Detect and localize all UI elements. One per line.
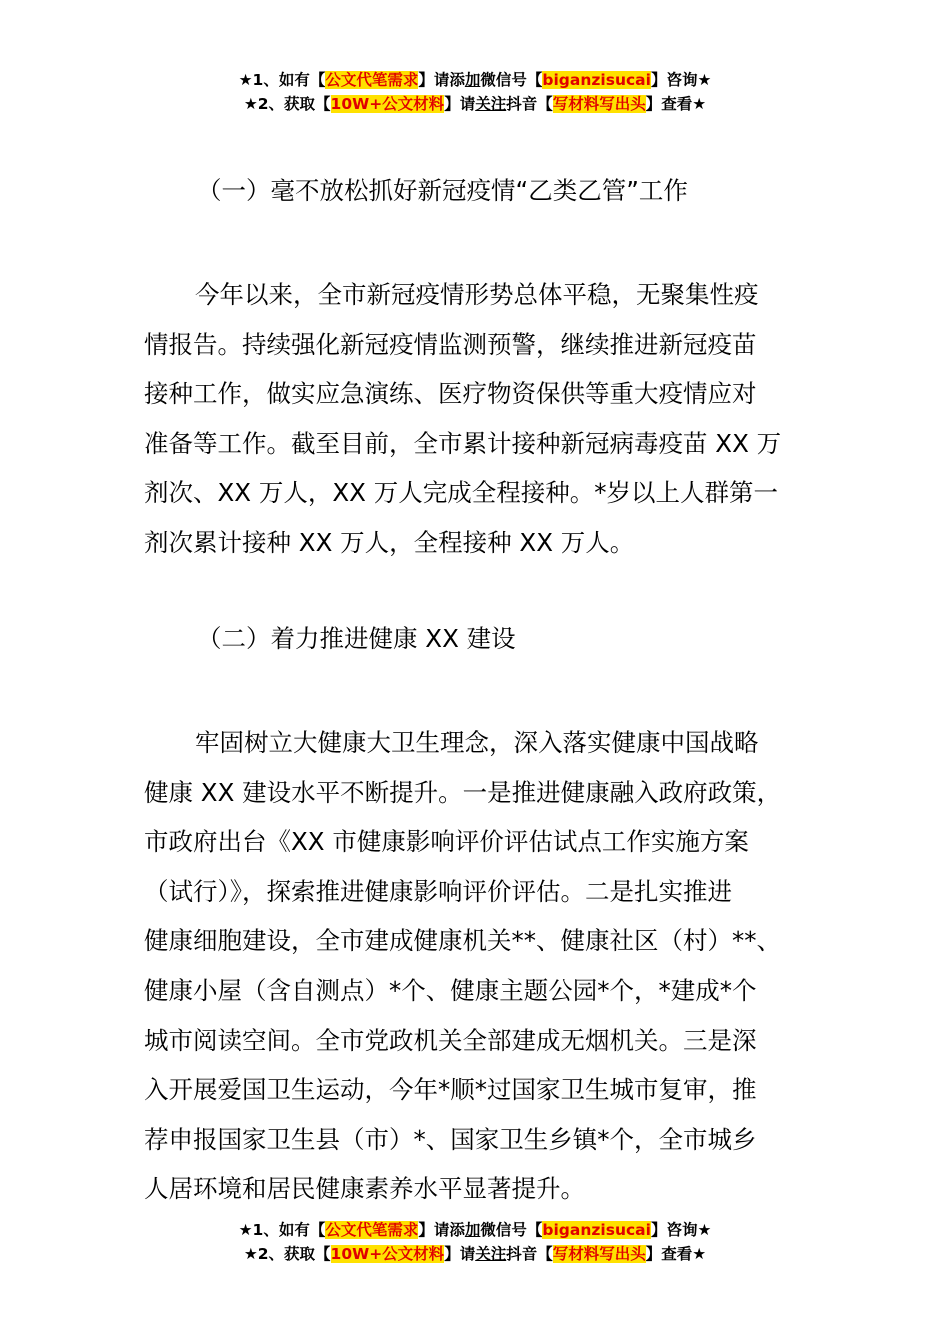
paragraph-line: 市政府出台《XX 市健康影响评价评估试点工作实施方案 xyxy=(144,827,749,857)
promo-text: 】请 xyxy=(444,95,476,113)
section-2-paragraph xyxy=(144,718,808,1214)
paragraph-line: 人居环境和居民健康素养水平显著提升。 xyxy=(144,1174,585,1204)
promo-text: 】请 xyxy=(444,1245,476,1263)
paragraph-line: 准备等工作。截至目前，全市累计接种新冠病毒疫苗 XX 万 xyxy=(144,428,782,458)
promo-line-1 xyxy=(0,1218,950,1242)
promo-text: 微信号【 xyxy=(480,71,543,89)
promo-underline: 关注 xyxy=(475,95,507,113)
section-2-heading: （二）着力推进健康 XX 建设 xyxy=(197,624,516,653)
section-1-paragraph xyxy=(144,270,808,568)
promo-underline: 加 xyxy=(464,1221,481,1239)
promo-text: 】查看★ xyxy=(645,1245,707,1263)
paragraph-line: 剂次累计接种 XX 万人，全程接种 XX 万人。 xyxy=(144,527,635,557)
promo-text: ★1、如有【 xyxy=(238,1221,326,1239)
promo-highlight: 10W+公文材料 xyxy=(330,1245,445,1263)
paragraph-line: 接种工作，做实应急演练、医疗物资保供等重大疫情应对 xyxy=(144,379,757,409)
promo-highlight: 公文代笔需求 xyxy=(325,1221,419,1239)
promo-text: 】咨询★ xyxy=(650,1221,712,1239)
promo-text: ★2、获取【 xyxy=(243,95,331,113)
paragraph-line: （试行）》，探索推进健康影响评价评估。二是扎实推进 xyxy=(144,876,732,906)
promo-underline: 加 xyxy=(464,71,481,89)
promo-text: 微信号【 xyxy=(480,1221,543,1239)
paragraph-line: 今年以来，全市新冠疫情形势总体平稳，无聚集性疫 xyxy=(195,280,759,309)
promo-text: 】请添 xyxy=(418,71,465,89)
promo-text: 抖音【 xyxy=(506,95,553,113)
paragraph-line: 城市阅读空间。全市党政机关全部建成无烟机关。三是深 xyxy=(144,1025,757,1055)
paragraph-line: 荐申报国家卫生县（市）*、国家卫生乡镇*个，全市城乡 xyxy=(144,1124,757,1154)
paragraph-line: 健康小屋（含自测点）*个、健康主题公园*个，*建成*个 xyxy=(144,975,757,1005)
promo-text: 抖音【 xyxy=(506,1245,553,1263)
promo-text: 】请添 xyxy=(418,1221,465,1239)
promo-underline: 关注 xyxy=(475,1245,507,1263)
section-1-heading: （一）毫不放松抓好新冠疫情“乙类乙管”工作 xyxy=(197,176,688,205)
promo-line-2 xyxy=(0,1242,950,1266)
paragraph-line: 牢固树立大健康大卫生理念，深入落实健康中国战略 xyxy=(195,728,759,757)
promo-line-1 xyxy=(0,68,950,92)
wechat-id: biganzisucai xyxy=(542,71,651,89)
paragraph-line: 健康细胞建设，全市建成健康机关**、健康社区（村）**、 xyxy=(144,926,781,956)
promo-banner-top xyxy=(0,68,950,116)
promo-highlight: 10W+公文材料 xyxy=(330,95,445,113)
promo-highlight: 公文代笔需求 xyxy=(325,71,419,89)
wechat-id: biganzisucai xyxy=(542,1221,651,1239)
promo-line-2 xyxy=(0,92,950,116)
paragraph-line: 健康 XX 建设水平不断提升。一是推进健康融入政府政策， xyxy=(144,777,782,807)
promo-text: 】咨询★ xyxy=(650,71,712,89)
promo-banner-bottom xyxy=(0,1218,950,1266)
promo-text: ★1、如有【 xyxy=(238,71,326,89)
douyin-account: 写材料写出头 xyxy=(552,1245,646,1263)
promo-text: 】查看★ xyxy=(645,95,707,113)
paragraph-line: 入开展爱国卫生运动，今年*顺*过国家卫生城市复审，推 xyxy=(144,1075,757,1105)
douyin-account: 写材料写出头 xyxy=(552,95,646,113)
paragraph-line: 剂次、XX 万人，XX 万人完成全程接种。*岁以上人群第一 xyxy=(144,478,778,508)
paragraph-line: 情报告。持续强化新冠疫情监测预警，继续推进新冠疫苗 xyxy=(144,329,757,359)
promo-text: ★2、获取【 xyxy=(243,1245,331,1263)
